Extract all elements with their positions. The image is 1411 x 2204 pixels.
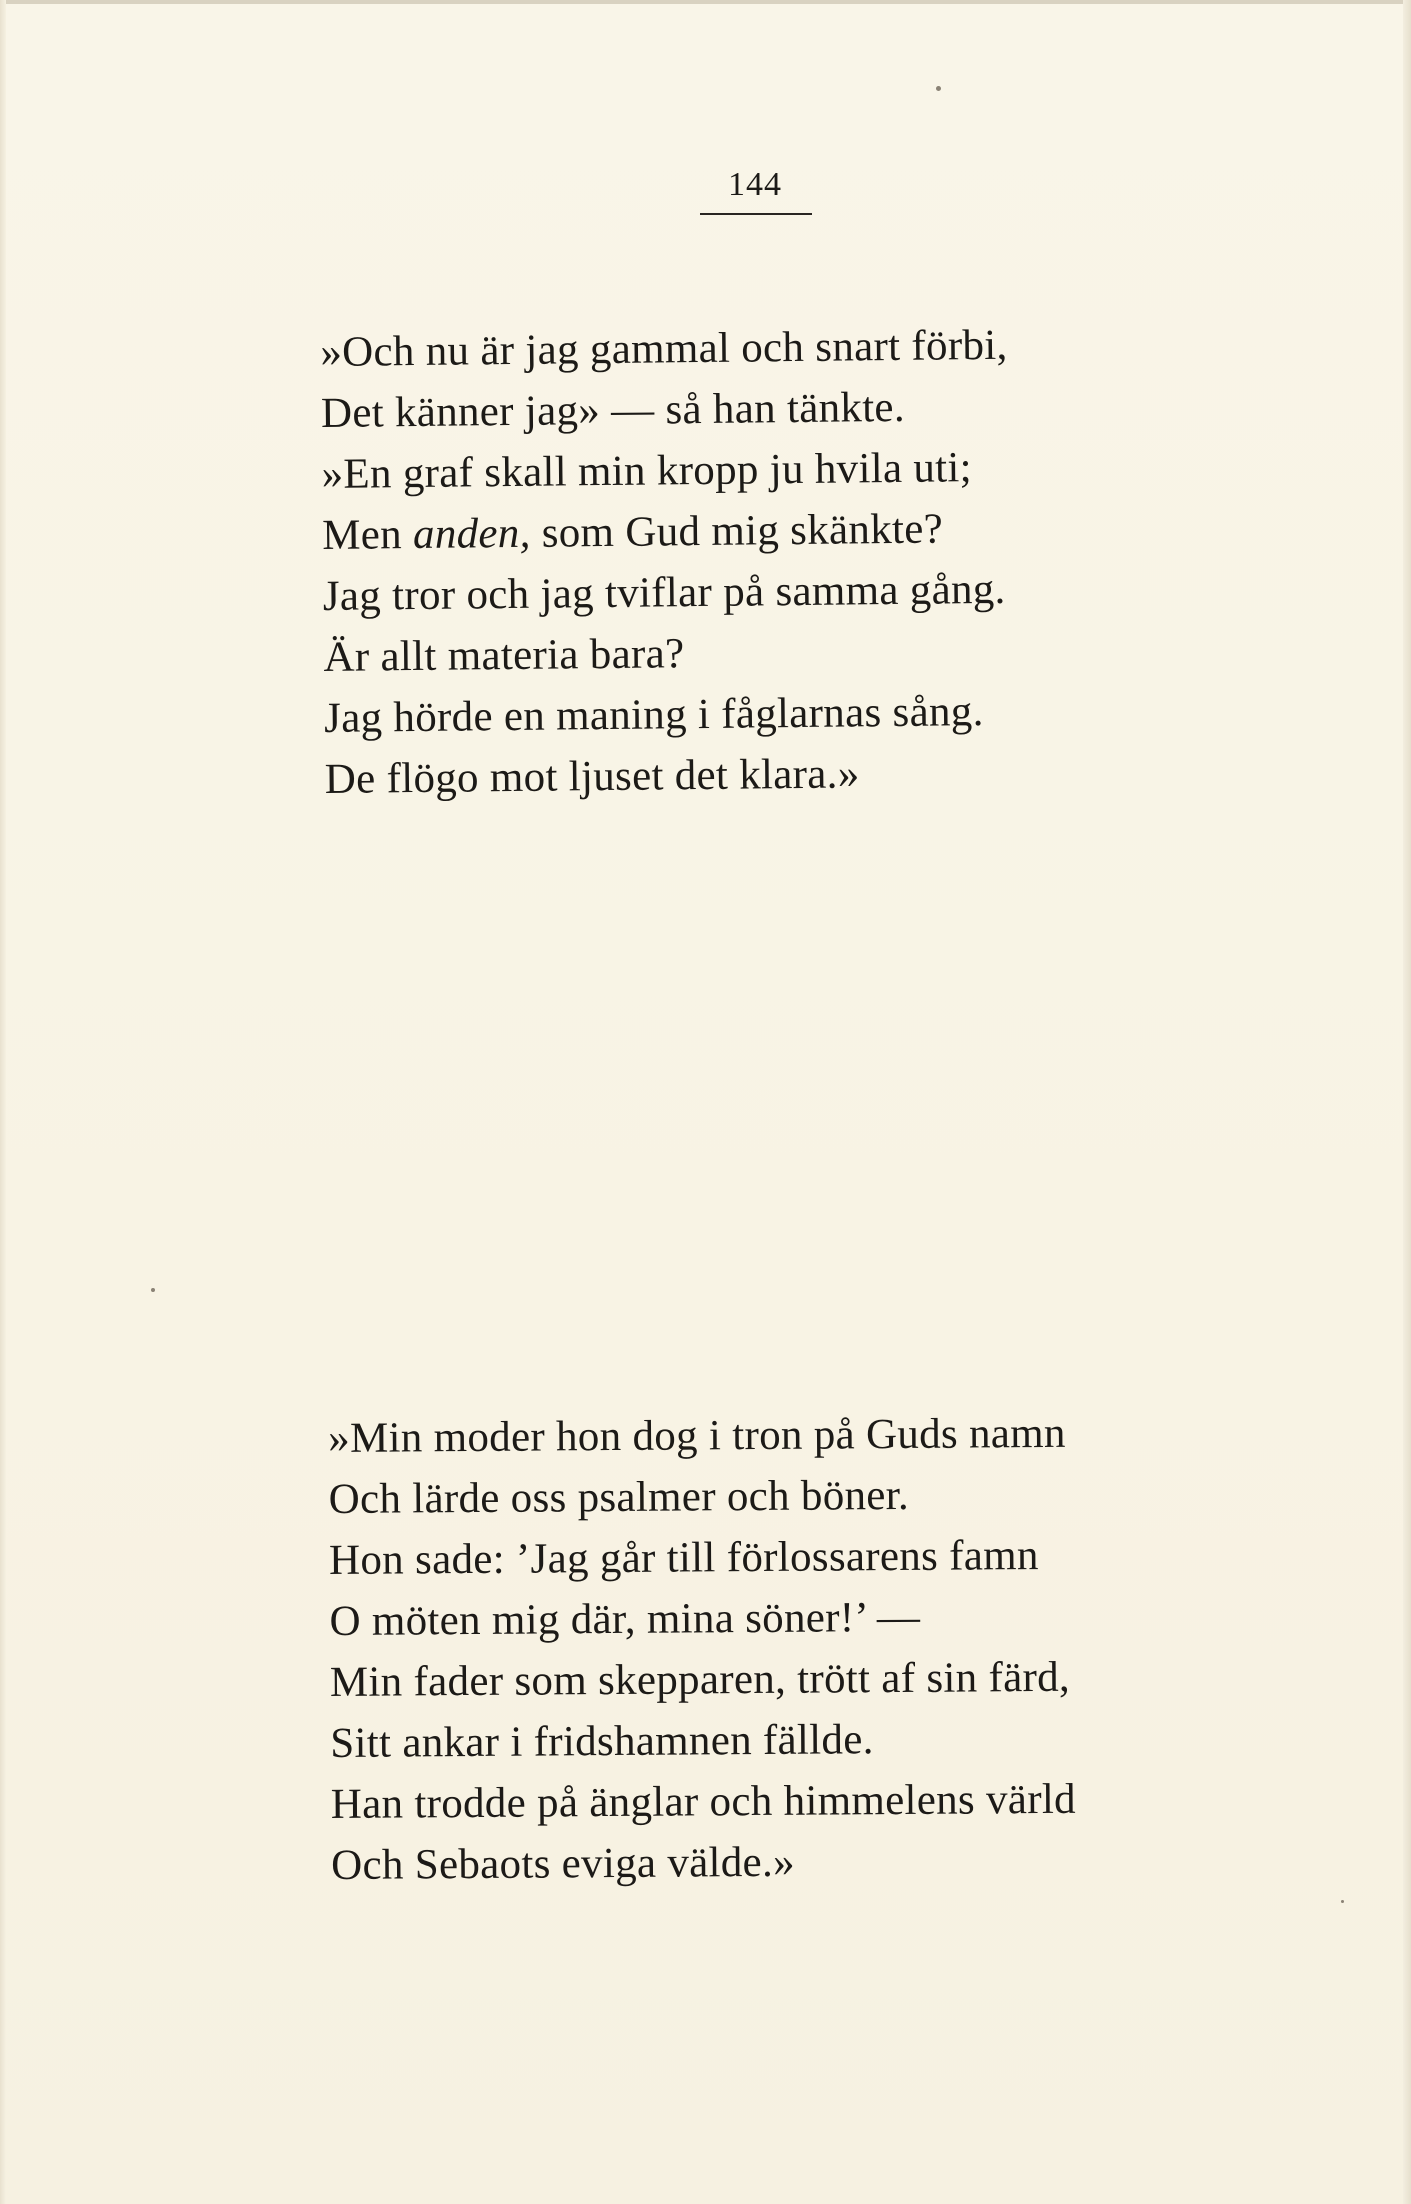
verse-emphasis: anden, [412,509,531,559]
page-left-edge [0,0,6,2204]
verse-line: »Min moder hon dog i tron på Guds namn [328,1409,1066,1462]
paper-speck [936,86,941,91]
verse-line: Det känner jag» — så han tänkte. [320,383,906,437]
verse-line: Jag hörde en maning i fåglarnas sång. [323,688,984,742]
verse-line: Jag tror och jag tviflar på samma gång. [322,565,1006,620]
stanza-2 [328,1403,1077,1896]
paper-speck [151,1288,155,1292]
verse-line: Och lärde oss psalmer och böner. [328,1471,910,1523]
verse-line: »En graf skall min kropp ju hvila uti; [321,444,973,498]
verse-line: Han trodde på änglar och himmelens värld [330,1775,1077,1828]
verse-line: Sitt ankar i fridshamnen fällde. [330,1716,874,1767]
verse-segment: Men [321,511,414,559]
page-number-rule [700,213,812,215]
paper-speck [1341,1900,1344,1903]
page-right-edge [1403,0,1411,2204]
verse-line: Är allt materia bara? [323,630,685,681]
verse-line: Hon sade: ’Jag går till förlossarens famn [328,1532,1039,1584]
verse-line [322,498,1010,566]
verse-line: O möten mig där, mina söner!’ — [329,1593,921,1645]
page-top-edge [0,0,1411,4]
verse-line: Min fader som skepparen, trött af sin färd, [329,1653,1071,1706]
verse-line: Och Sebaots eviga välde.» [331,1838,795,1889]
verse-line: De flögo mot ljuset det klara.» [324,750,860,803]
page-number: 144 [728,166,782,203]
stanza-1 [320,315,1012,810]
verse-line: »Och nu är jag gammal och snart förbi, [320,321,1008,376]
verse-segment: som Gud mig skänkte? [530,505,944,557]
